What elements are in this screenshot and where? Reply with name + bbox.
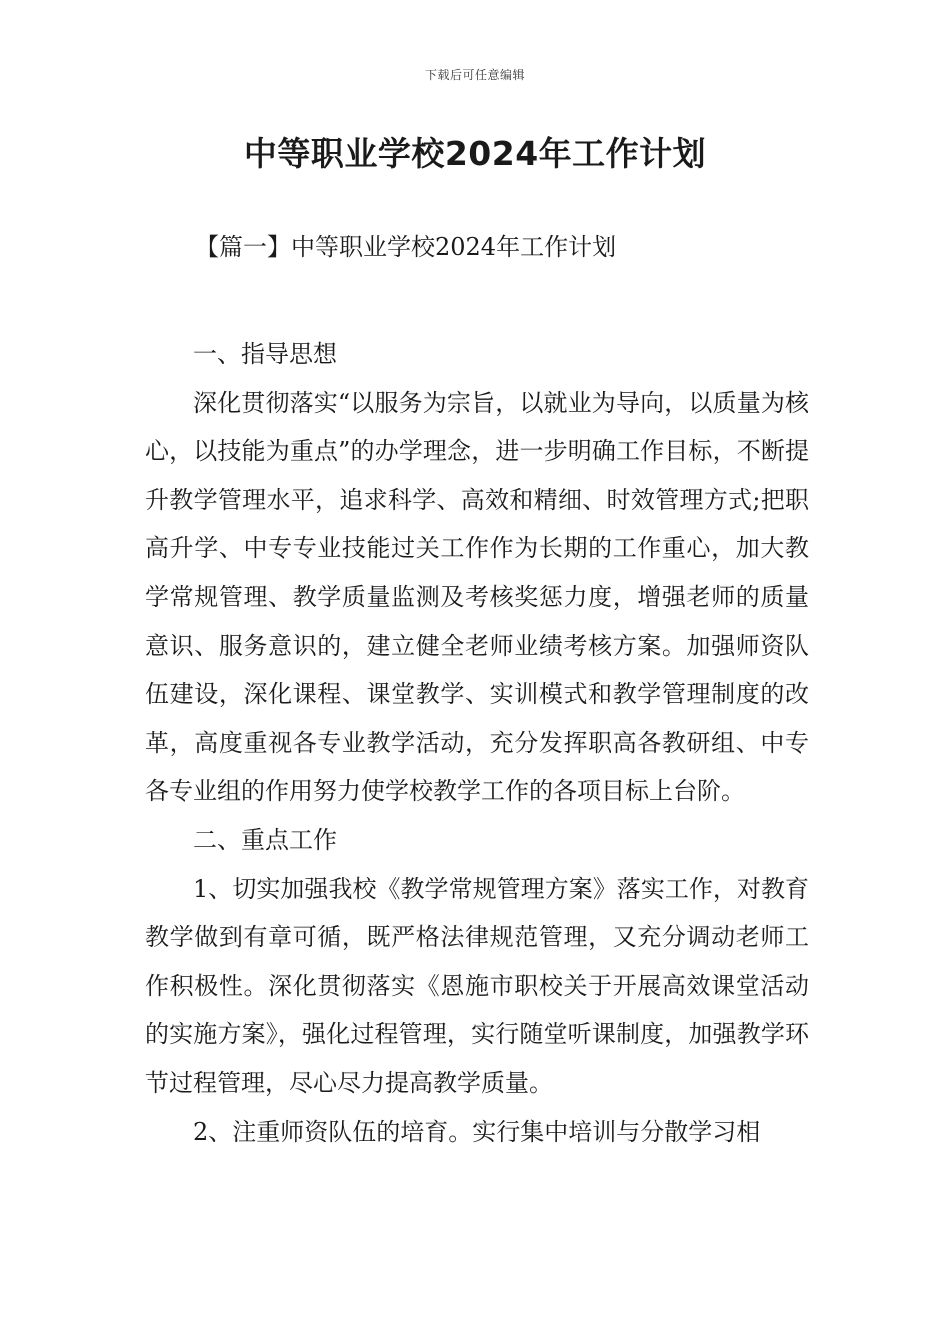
header-note: 下载后可任意编辑 bbox=[424, 68, 525, 82]
document-title: 中等职业学校2024年工作计划 bbox=[243, 134, 707, 173]
paragraph-key-work-2: 2、注重师资队伍的培育。实行集中培训与分散学习相 bbox=[193, 1117, 761, 1146]
heading-key-work: 二、重点工作 bbox=[193, 825, 337, 854]
section-title: 【篇一】中等职业学校2024年工作计划 bbox=[195, 233, 617, 261]
paragraph-key-work-1: 1、切实加强我校《教学常规管理方案》落实工作，对教育教学做到有章可循，既严格法律规范管理，又充分调动老师工作积极性。深化贯彻落实《恩施市职校关于开展高效课堂活动的实施方案》，强化过程管理，实行随堂听课制度，加强教学环节过程管理，尽心尽力提高教学质量。 bbox=[145, 874, 809, 1097]
paragraph-guiding-ideology: 深化贯彻落实“以服务为宗旨，以就业为导向，以质量为核心，以技能为重点”的办学理念，进一步明确工作目标，不断提升教学管理水平，追求科学、高效和精细、时效管理方式;把职高升学、中专专业技能过关工作作为长期的工作重心，加大教学常规管理、教学质量监测及考核奖惩力度，增强老师的质量意识、服务意识的，建立健全老师业绩考核方案。加强师资队伍建设，深化课程、课堂教学、实训模式和教学管理制度的改革，高度重视各专业教学活动，充分发挥职高各教研组、中专各专业组的作用努力使学校教学工作的各项目标上台阶。 bbox=[145, 388, 809, 806]
heading-guiding-ideology: 一、指导思想 bbox=[193, 340, 337, 368]
body-text bbox=[145, 330, 809, 1156]
